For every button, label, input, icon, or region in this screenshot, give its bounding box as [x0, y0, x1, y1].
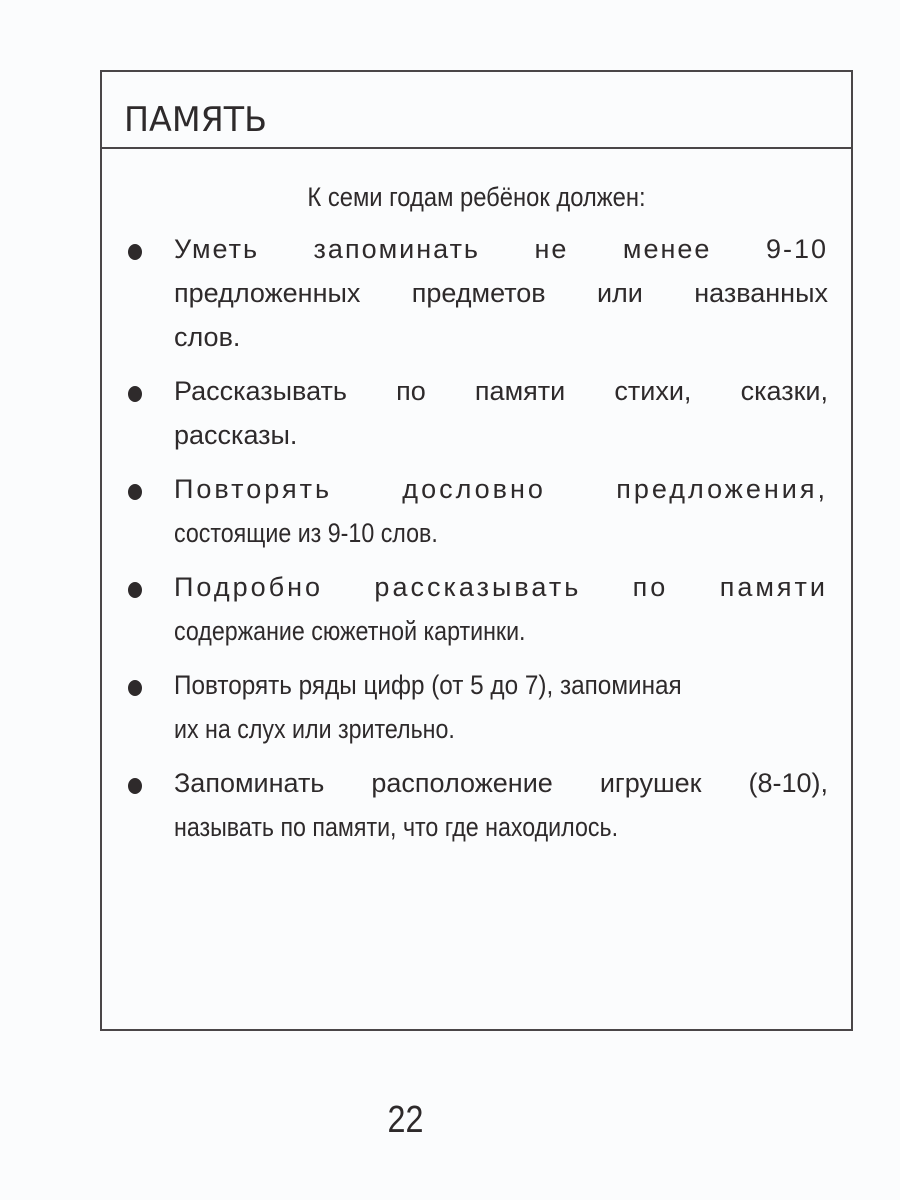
- bullet-icon: [128, 582, 142, 598]
- list-item-line: Рассказывать по памяти стихи, сказки,: [174, 376, 828, 406]
- list-item-line: состоящие из 9-10 слов.: [174, 518, 438, 548]
- list-item-line: Уметь запоминать не менее 9-10: [174, 234, 828, 264]
- intro-text: К семи годам ребёнок должен:: [307, 182, 646, 212]
- bullet-icon: [128, 244, 142, 260]
- list-item-line: Повторять ряды цифр (от 5 до 7), запоминая: [174, 670, 682, 700]
- list-item-line: предложенных предметов или названных: [174, 278, 828, 308]
- list-item-line: слов.: [174, 322, 241, 352]
- list-item-line: рассказы.: [174, 420, 298, 450]
- list-item-line: называть по памяти, что где находилось.: [174, 812, 619, 842]
- list-item-line: Запоминать расположение игрушек (8-10),: [174, 768, 828, 798]
- section-title: ПАМЯТЬ: [124, 100, 267, 140]
- list-item-line: Подробно рассказывать по памяти: [174, 572, 828, 602]
- page-number: 22: [387, 1099, 424, 1141]
- bullet-icon: [128, 778, 142, 794]
- bullet-icon: [128, 386, 142, 402]
- bullet-icon: [128, 484, 142, 500]
- bullet-icon: [128, 680, 142, 696]
- list-item-line: содержание сюжетной картинки.: [174, 616, 526, 646]
- section-header: [102, 72, 851, 149]
- list-item-line: их на слух или зрительно.: [174, 714, 455, 744]
- content-box: [100, 70, 853, 1031]
- list-item-line: Повторять дословно предложения,: [174, 474, 828, 504]
